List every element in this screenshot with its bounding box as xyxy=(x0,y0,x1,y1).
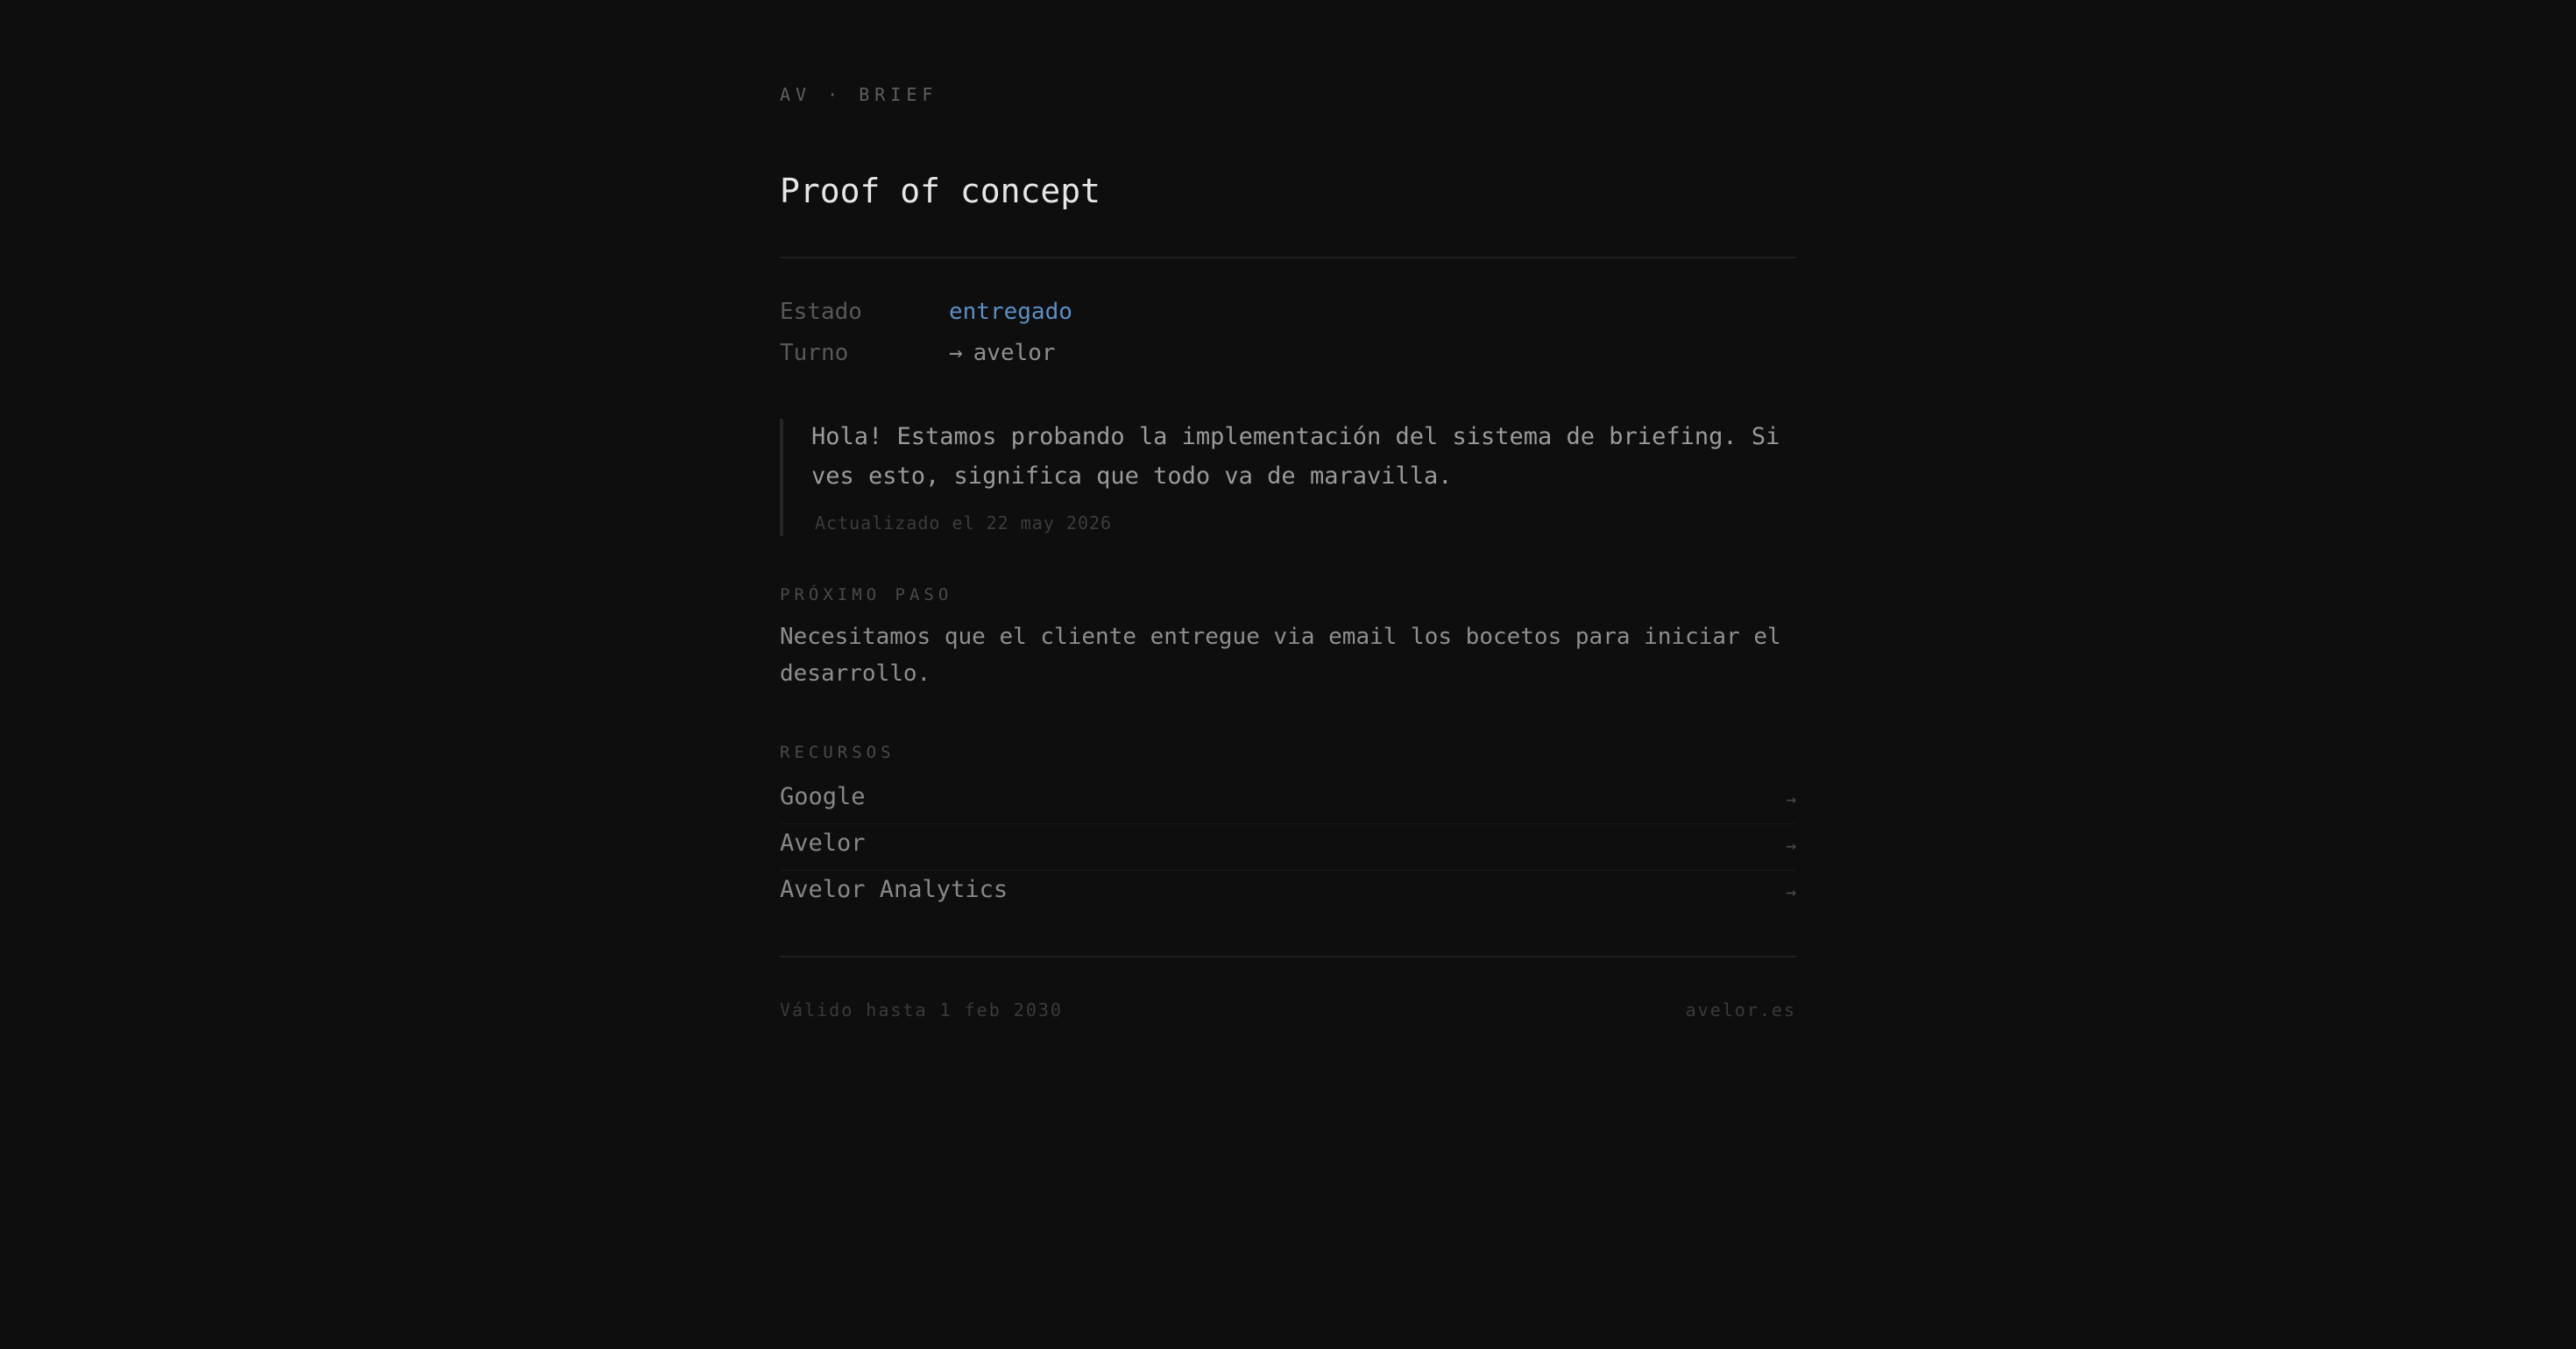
arrow-right-icon: → xyxy=(1785,835,1796,856)
resource-label: Avelor xyxy=(780,830,866,857)
note-block xyxy=(780,419,1796,536)
resource-link-google[interactable] xyxy=(780,778,1796,824)
header-divider xyxy=(780,257,1796,258)
footer-divider xyxy=(780,956,1796,957)
turn-value-wrap xyxy=(949,340,1056,366)
status-value: entregado xyxy=(949,299,1072,325)
arrow-right-icon: → xyxy=(1785,881,1796,902)
note-text: Hola! Estamos probando la implementación del sistema de briefing. Si ves esto, significa que todo va de maravilla. xyxy=(811,423,1780,490)
resource-link-avelor-analytics[interactable] xyxy=(780,871,1796,916)
next-step-text: Necesitamos que el cliente entregue via email los bocetos para iniciar el desarrollo. xyxy=(780,624,1781,687)
arrow-right-icon: → xyxy=(949,340,963,366)
resource-label: Avelor Analytics xyxy=(780,876,1008,903)
resource-link-avelor[interactable] xyxy=(780,824,1796,871)
brand-label: AV · BRIEF xyxy=(780,84,938,105)
status-label: Estado xyxy=(780,299,862,325)
turn-value: avelor xyxy=(973,340,1056,366)
resources-label: RECURSOS xyxy=(780,743,895,762)
footer-site-link[interactable]: avelor.es xyxy=(1685,999,1796,1021)
page-title: Proof of concept xyxy=(780,172,1101,210)
validity-text: Válido hasta 1 feb 2030 xyxy=(780,999,1063,1021)
next-step-label: PRÓXIMO PASO xyxy=(780,585,953,604)
arrow-right-icon: → xyxy=(1785,788,1796,809)
resource-label: Google xyxy=(780,783,866,810)
turn-label: Turno xyxy=(780,340,849,366)
resources-list xyxy=(780,778,1796,916)
note-updated-date: Actualizado el 22 may 2026 xyxy=(815,512,1113,533)
